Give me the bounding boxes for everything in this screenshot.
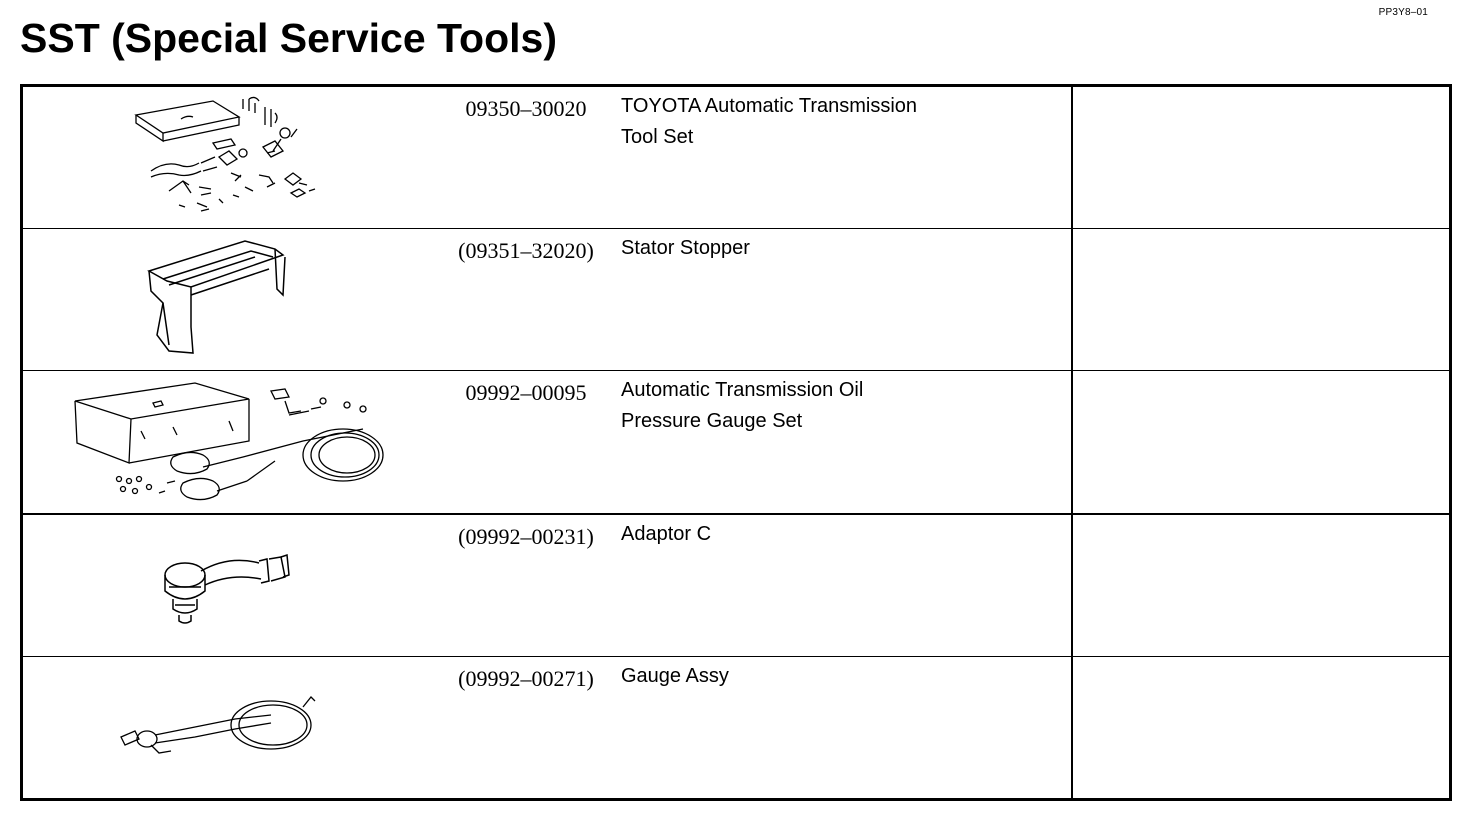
part-number: (09992–00271) [458,665,594,691]
gauge-set-illustration [23,371,433,513]
tool-name-line: Adaptor C [621,522,712,545]
gauge-assy-illustration [23,657,433,799]
tool-name [619,657,1071,798]
note-cell [1071,371,1449,512]
illustration-cell [23,657,433,798]
tool-name-line: Tool Set [621,126,694,148]
table-row [23,515,1449,657]
illustration-cell [23,87,433,228]
tool-name-line: Gauge Assy [621,664,729,687]
document-id: PP3Y8–01 [1378,7,1428,18]
part-number: 09350–30020 [465,96,587,121]
tool-name [619,229,1071,370]
tool-name [619,515,1071,656]
adaptor-illustration [23,515,433,657]
stator-stopper-illustration [23,229,433,371]
tool-name-line: Pressure Gauge Set [621,410,803,433]
illustration-cell [23,371,433,512]
note-cell [1071,657,1449,798]
illustration-cell [23,515,433,656]
table-row [23,371,1449,514]
tool-name [619,371,1071,512]
table-row [23,87,1449,229]
table-row [23,657,1449,798]
note-cell [1071,87,1449,228]
tool-name-line: Stator Stopper [621,237,750,260]
tool-name-line: Automatic Transmission Oil [621,379,864,402]
page-title: SST (Special Service Tools) [20,15,557,61]
table-row [23,229,1449,371]
part-number: (09992–00231) [458,523,594,549]
illustration-cell [23,229,433,370]
part-number: 09992–00095 [465,380,587,406]
tool-set-illustration [23,87,433,227]
note-cell [1071,515,1449,656]
part-number: (09351–32020) [458,238,594,264]
tool-name [619,87,1071,228]
tool-name-line: TOYOTA Automatic Transmission [621,95,918,117]
note-cell [1071,229,1449,370]
sst-table [20,84,1452,801]
